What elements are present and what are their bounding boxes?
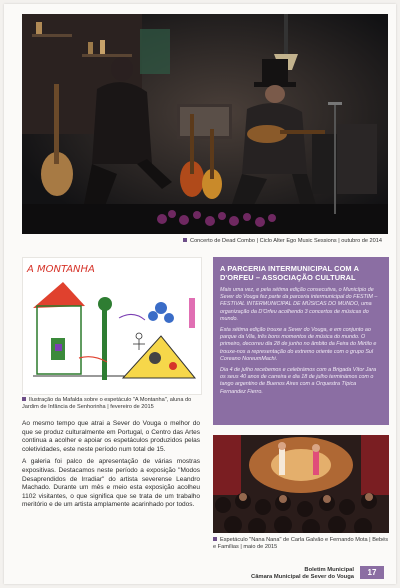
theatre-photo-illustration <box>213 435 389 533</box>
caption-bullet <box>213 537 217 541</box>
drawing-caption <box>22 397 202 411</box>
concert-photo-caption-text: Concerto de Dead Combo | Ciclo Alter Ego Music Sessions | outubro de 2014 <box>190 238 382 244</box>
child-drawing <box>22 257 202 395</box>
footer-line-council: Câmara Municipal de Sever do Vouga <box>251 574 354 580</box>
sidebar-paragraph: Dia 4 de julho recebemos e celebrámos com a Brigada Vítor Jara os seus 40 anos de carreira e dia 18 de julho terminámos com o tango argentino de Buenos Aires com a Orquestra Típica Fernandez Fierro. <box>220 367 377 395</box>
theatre-photo <box>213 435 389 533</box>
concert-photo-illustration <box>22 14 388 234</box>
body-paragraph: Ao mesmo tempo que atrai a Sever do Vouga o melhor do que se produz culturalmente em Portugal, o Centro das Artes continua a acolher e apoiar os espetáculos produzidos pelas coletividades, este neste período num total de 15. <box>22 420 200 453</box>
child-drawing-illustration <box>23 258 201 394</box>
theatre-photo-caption <box>213 537 389 551</box>
caption-bullet <box>183 238 187 242</box>
article-body <box>22 420 200 514</box>
sidebar-paragraph: Mais uma vez, e pela sétima edição consecutiva, o Município de Sever do Vouga fez parte da parceria intermunicipal do FESTIM – FESTIVAL INTERMUNICIPAL DE MÚSICAS DO MUNDO, uma organização da D'Orfeu acolhendo 3 concertos de músicas do mundo. <box>220 287 378 322</box>
page-number: 17 <box>360 566 384 579</box>
footer-line-bulletin: Boletim Municipal <box>304 567 354 573</box>
sidebar-title: A PARCERIA INTERMUNICIPAL COM A D'ORFEU – ASSOCIAÇÃO CULTURAL <box>220 264 359 282</box>
festim-sidebar <box>213 257 389 425</box>
footer-publication <box>251 567 354 581</box>
concert-photo-caption <box>132 238 382 245</box>
drawing-caption-text: Ilustração da Mafalda sobre o espetáculo "A Montanha", aluna do Jardim de Infância de Senhorinha | fevereiro de 2015 <box>22 397 192 410</box>
body-paragraph: A galeria foi palco de apresentação de várias mostras expositivas. Destacamos neste período a exposição "Modos Desaprendidos de Irradiar" do artista severense Leandro Machado. Durante um mês e meio esta exposição acolheu 1102 visitantes, o que significa que se trata de um trabalho meritório e de um artista amplamente acarinhado por todos. <box>22 458 200 509</box>
magazine-page <box>4 4 396 584</box>
concert-photo <box>22 14 388 234</box>
sidebar-paragraph: Esta sétima edição trouxe a Sever do Vouga, e em conjunto ao parque da Vila, três bons momentos de música do mundo. O primeiro, decorreu dia 28 de junho no âmbito da Feira do Mirtilo e trouxe-nos a representação do extremo oriente com o grupo Sul Coreano NoreumMachi. <box>220 327 377 362</box>
theatre-photo-caption-text: Espetáculo "Nana Nana" de Carla Galvão e Fernando Mota | Bebés e Famílias | maio de 2015 <box>213 537 389 550</box>
page-footer <box>4 564 396 584</box>
drawing-title: A MONTANHA <box>27 264 95 275</box>
caption-bullet <box>22 397 26 401</box>
